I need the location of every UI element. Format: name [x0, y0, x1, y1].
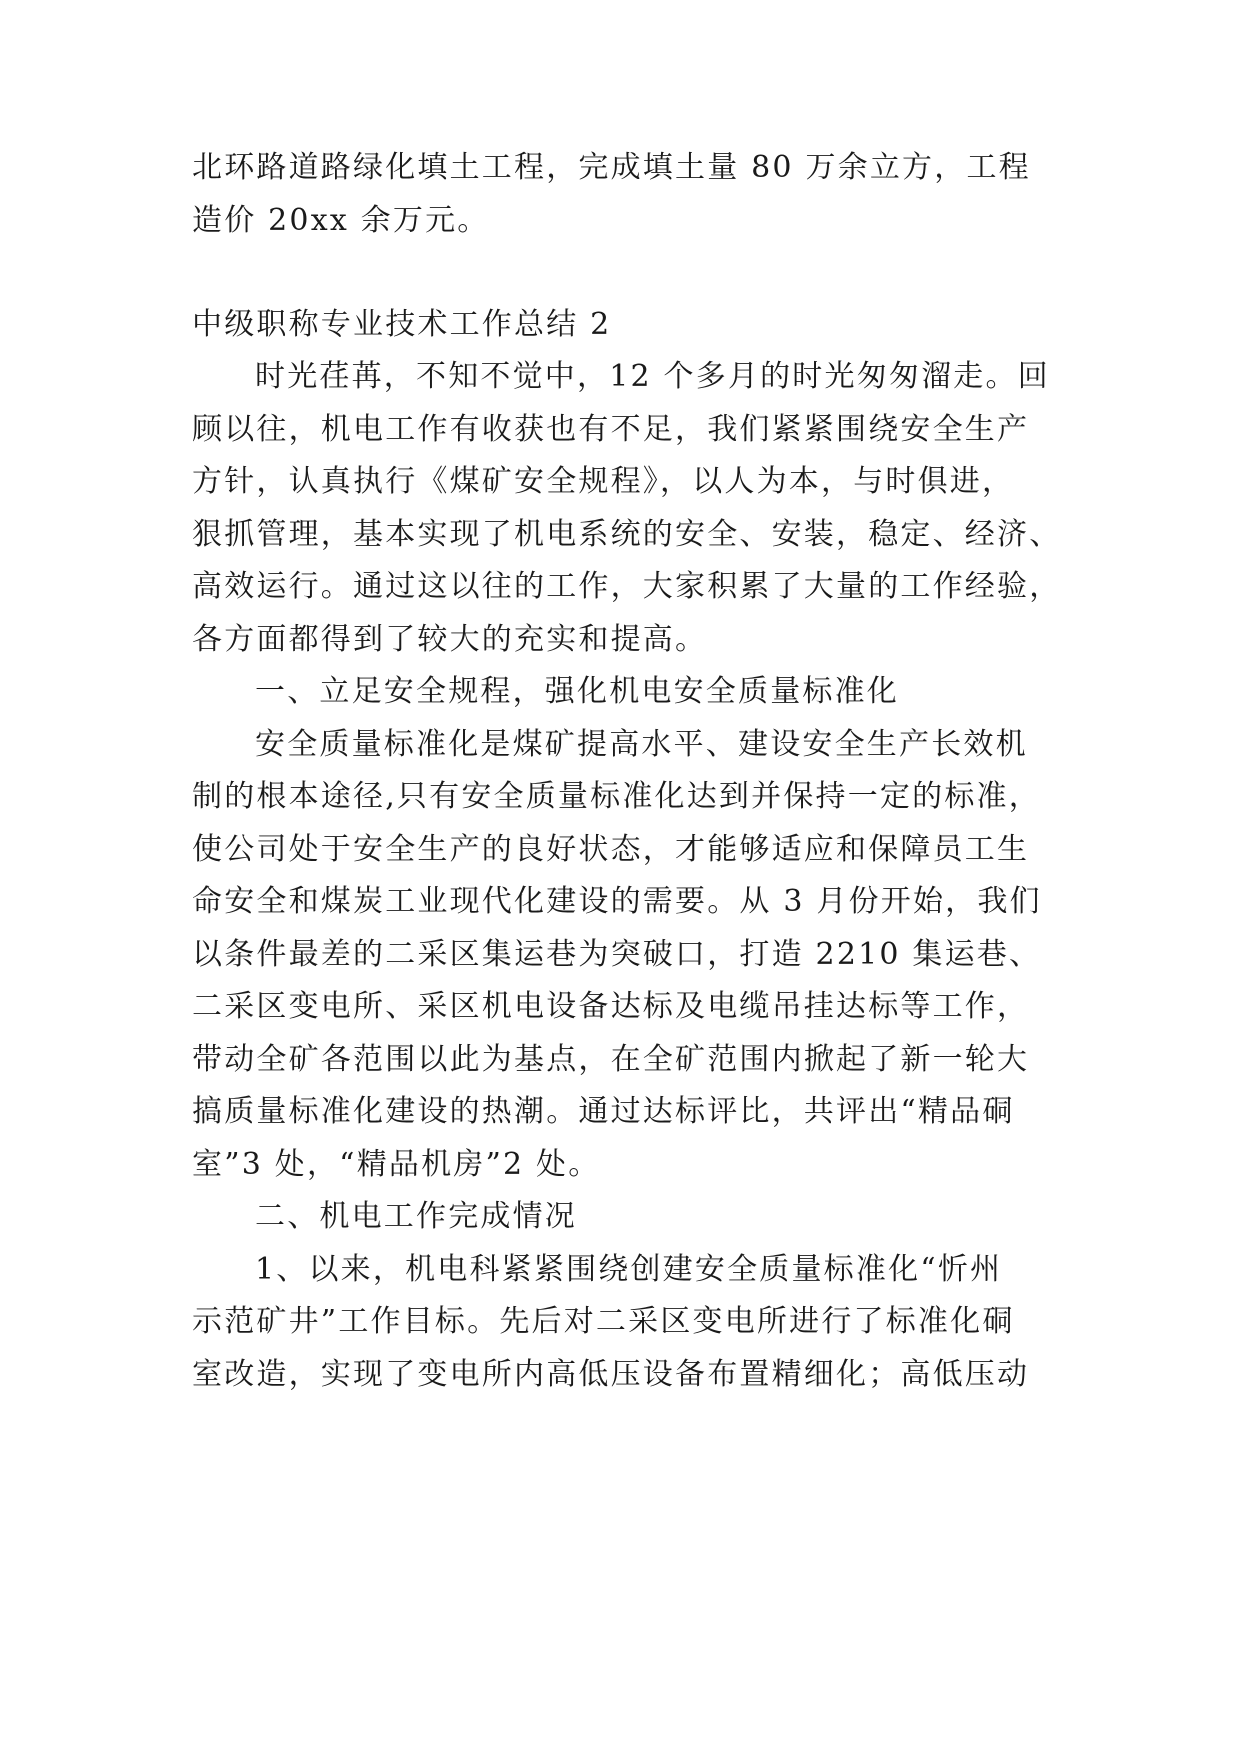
- text-line: 北环路道路绿化填土工程，完成填土量 80 万余立方，工程: [192, 150, 1031, 185]
- section-title: 中级职称专业技术工作总结 2: [192, 307, 612, 342]
- text-line: 示范矿井”工作目标。先后对二采区变电所进行了标准化硐: [192, 1304, 1015, 1339]
- text-line: 以条件最差的二采区集运巷为突破口，打造 2210 集运巷、: [192, 937, 1042, 972]
- text-line: 造价 20xx 余万元。: [192, 203, 490, 238]
- text-line: 方针，认真执行《煤矿安全规程》，以人为本，与时俱进，: [192, 464, 1015, 499]
- text-line: 安全质量标准化是煤矿提高水平、建设安全生产长效机: [255, 727, 1028, 762]
- text-line: 命安全和煤炭工业现代化建设的需要。从 3 月份开始，我们: [192, 884, 1042, 919]
- text-line: 带动全矿各范围以此为基点，在全矿范围内掀起了新一轮大: [192, 1042, 1030, 1077]
- text-line: 室改造，实现了变电所内高低压设备布置精细化；高低压动: [192, 1357, 1030, 1392]
- text-line: 搞质量标准化建设的热潮。通过达标评比，共评出“精品硐: [192, 1094, 1015, 1129]
- text-line: 时光荏苒，不知不觉中，12 个多月的时光匆匆溜走。回: [255, 359, 1050, 394]
- text-line: 高效运行。通过这以往的工作，大家积累了大量的工作经验，: [192, 569, 1062, 604]
- text-line: 二采区变电所、采区机电设备达标及电缆吊挂达标等工作，: [192, 989, 1030, 1024]
- text-line: 狠抓管理，基本实现了机电系统的安全、安装，稳定、经济、: [192, 517, 1062, 552]
- text-line: 顾以往，机电工作有收获也有不足，我们紧紧围绕安全生产: [192, 412, 1030, 447]
- text-line: 1、以来，机电科紧紧围绕创建安全质量标准化“忻州: [255, 1252, 1003, 1287]
- text-line: 使公司处于安全生产的良好状态，才能够适应和保障员工生: [192, 832, 1030, 867]
- text-line: 制的根本途径,只有安全质量标准化达到并保持一定的标准，: [192, 779, 1041, 814]
- heading-2: 二、机电工作完成情况: [255, 1199, 577, 1234]
- text-line: 室”3 处，“精品机房”2 处。: [192, 1147, 601, 1182]
- text-line: 各方面都得到了较大的充实和提高。: [192, 622, 708, 657]
- heading-1: 一、立足安全规程，强化机电安全质量标准化: [255, 674, 899, 709]
